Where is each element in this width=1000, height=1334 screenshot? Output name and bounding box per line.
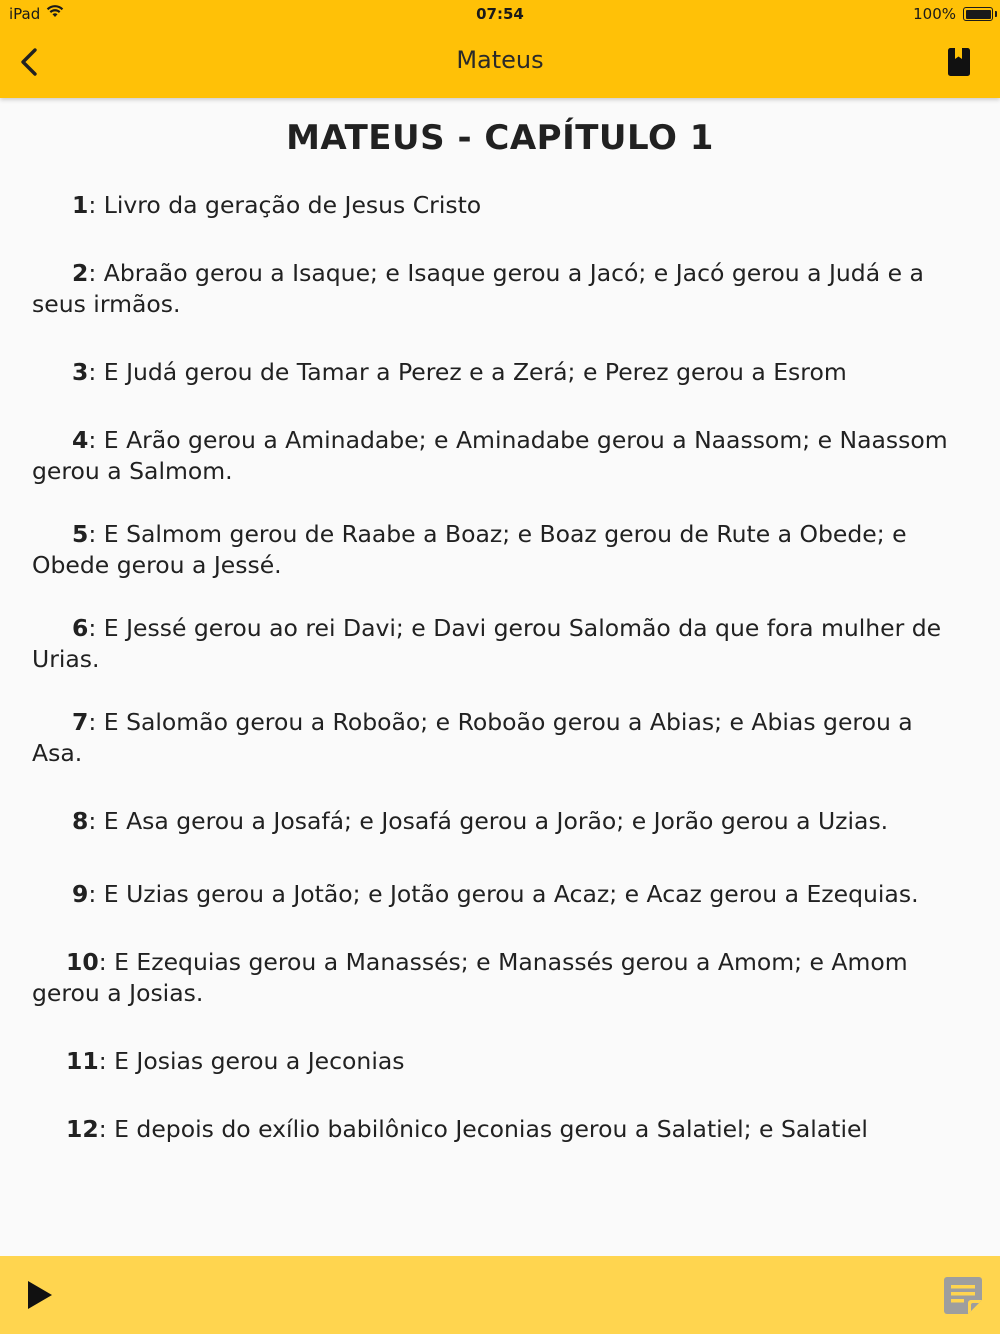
verse-list (0, 190, 1000, 1145)
play-icon (22, 1276, 58, 1314)
status-time: 07:54 (476, 5, 524, 23)
verse-number: 2 (72, 259, 89, 287)
verse-7 (32, 707, 968, 769)
verse-11 (32, 1046, 968, 1077)
verse-number: 4 (72, 426, 89, 454)
verse-text: : E Jessé gerou ao rei Davi; e Davi gerou Salomão da que fora mulher de Urias. (32, 614, 942, 673)
verse-number: 8 (72, 807, 89, 835)
verse-2 (32, 258, 968, 320)
verse-6 (32, 613, 968, 675)
chapter-title: MATEUS - CAPÍTULO 1 (286, 118, 714, 158)
verse-number: 9 (72, 880, 89, 908)
verse-text: : E Josias gerou a Jeconias (98, 1047, 405, 1075)
battery-percent: 100% (913, 5, 956, 23)
play-button[interactable] (22, 1276, 58, 1314)
verse-text: : E Asa gerou a Josafá; e Josafá gerou a Jorão; e Jorão gerou a Uzias. (88, 807, 889, 835)
bookmark-button[interactable] (946, 46, 974, 78)
verse-4 (32, 425, 968, 487)
battery-icon (963, 7, 993, 21)
verse-text: : E Uzias gerou a Jotão; e Jotão gerou a Acaz; e Acaz gerou a Ezequias. (88, 880, 919, 908)
verse-number: 1 (72, 191, 89, 219)
verse-number: 11 (66, 1047, 99, 1075)
verse-8 (32, 806, 968, 837)
verse-1 (32, 190, 968, 221)
notes-icon (942, 1274, 984, 1316)
verse-text: : E Salmom gerou de Raabe a Boaz; e Boaz gerou de Rute a Obede; e Obede gerou a Jessé. (32, 520, 907, 579)
verse-text: : E Ezequias gerou a Manassés; e Manassés gerou a Amom; e Amom gerou a Josias. (32, 948, 908, 1007)
verse-text: : Abraão gerou a Isaque; e Isaque gerou a Jacó; e Jacó gerou a Judá e a seus irmãos. (32, 259, 924, 318)
verse-number: 3 (72, 358, 89, 386)
verse-number: 5 (72, 520, 89, 548)
top-bar (0, 0, 1000, 98)
chevron-left-icon (10, 42, 50, 82)
verse-text: : Livro da geração de Jesus Cristo (88, 191, 482, 219)
verse-text: : E Judá gerou de Tamar a Perez e a Zerá; e Perez gerou a Esrom (88, 358, 847, 386)
bottom-bar (0, 1256, 1000, 1334)
back-button[interactable] (10, 42, 50, 82)
verse-3 (32, 357, 968, 388)
verse-number: 7 (72, 708, 89, 736)
status-bar (0, 0, 1000, 28)
verse-10 (32, 947, 968, 1009)
page-title: Mateus (456, 46, 544, 74)
verse-9 (32, 879, 968, 910)
verse-5 (32, 519, 968, 581)
carrier-label: iPad (9, 5, 41, 23)
verse-text: : E Salomão gerou a Roboão; e Roboão gerou a Abias; e Abias gerou a Asa. (32, 708, 913, 767)
notes-button[interactable] (942, 1274, 984, 1316)
verse-text: : E depois do exílio babilônico Jeconias gerou a Salatiel; e Salatiel (98, 1115, 868, 1143)
verse-text: : E Arão gerou a Aminadabe; e Aminadabe gerou a Naassom; e Naassom gerou a Salmom. (32, 426, 948, 485)
verse-number: 12 (66, 1115, 99, 1143)
verse-number: 10 (66, 948, 99, 976)
verse-12 (32, 1114, 968, 1145)
verse-number: 6 (72, 614, 89, 642)
chapter-content[interactable] (0, 98, 1000, 1254)
nav-bar (0, 28, 1000, 98)
bookmark-icon (946, 46, 974, 78)
